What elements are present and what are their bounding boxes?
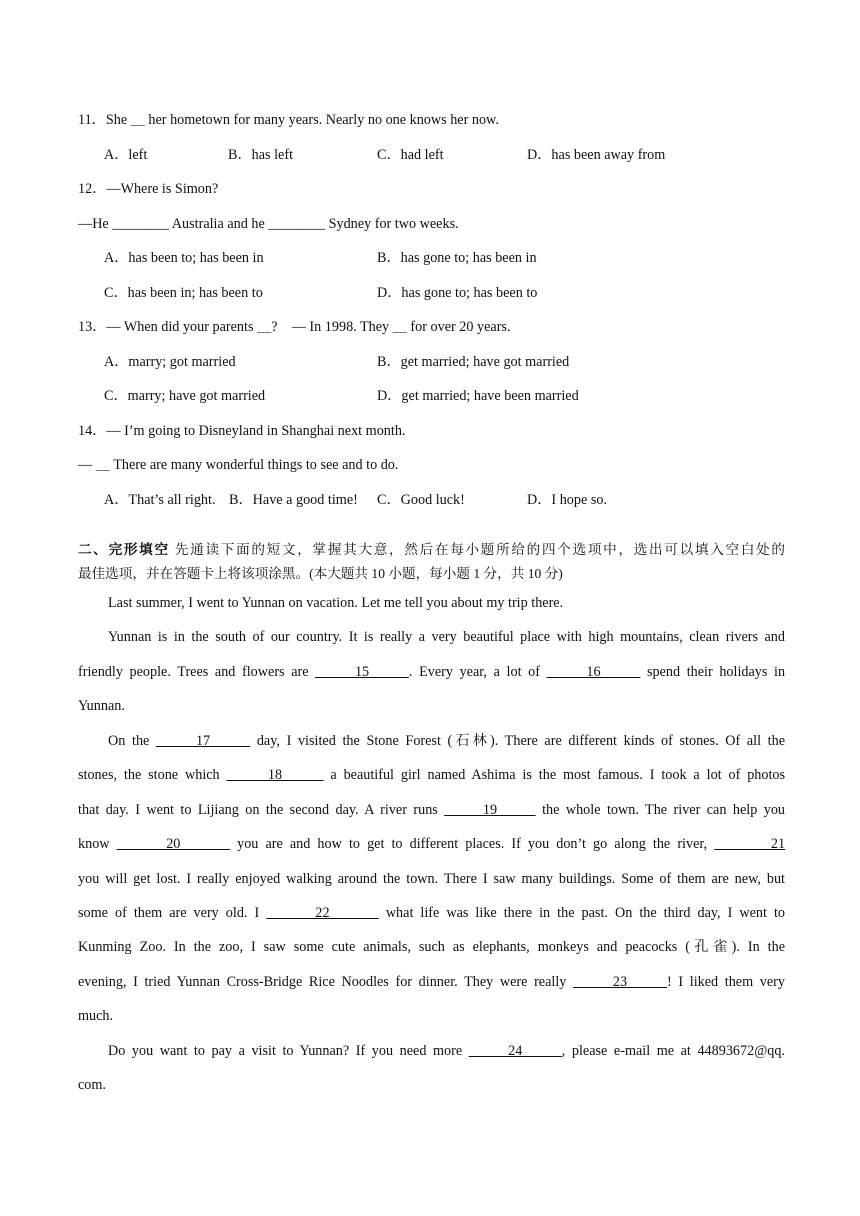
passage-p3-line3 [78,801,785,819]
passage-text: evening, I tried Yunnan Cross-Bridge Rice Noodles for dinner. They were really [78,974,567,990]
passage-p3-line5: you will get lost. I really enjoyed walking around the town. There I saw many buildings. Some of them are new, but [78,871,785,887]
passage-text: friendly people. Trees and flowers are [78,664,309,680]
q12-option-b[interactable]: B．has gone to; has been in [377,250,537,266]
blank-23[interactable]: 23 [573,974,668,990]
q12-option-d[interactable]: D．has gone to; has been to [377,285,538,301]
blank-18[interactable]: 18 [226,767,324,783]
question-12-stem: 12．—Where is Simon? [78,181,219,197]
passage-p2-line3: Yunnan. [78,698,125,714]
passage-p3-line9: much. [78,1008,114,1024]
blank-24[interactable]: 24 [468,1043,562,1059]
question-14-stem-2: — ＿ There are many wonderful things to see and to do. [78,457,399,473]
passage-p3-line4 [78,835,785,853]
passage-p3-line8 [78,973,785,991]
passage-text: you are and how to get to different places. If you don’t go along the river, [237,836,708,852]
passage-text: Do you want to pay a visit to Yunnan? If you need more [108,1043,463,1059]
passage-text: what life was like there in the past. On the third day, I went to [385,905,786,921]
question-11-stem: 11．She ＿ her hometown for many years. Nearly no one knows her now. [78,112,499,128]
question-14-stem: 14．— I’m going to Disneyland in Shanghai next month. [78,423,406,439]
blank-21[interactable]: 21 [714,836,786,852]
q14-option-b[interactable]: B．Have a good time! [229,492,358,508]
blank-22[interactable]: 22 [266,905,379,921]
blank-17[interactable]: 17 [156,733,251,749]
passage-p2-line1: Yunnan is in the south of our country. It is really a very beautiful place with high mountains, clean rivers and [108,629,785,645]
blank-20[interactable]: 20 [116,836,230,852]
passage-text: . Every year, a lot of [408,664,540,680]
passage-text: day, I visited the Stone Forest (石林). There are different kinds of stones. Of all the [256,733,786,749]
section-2-instructions [78,541,785,559]
blank-15[interactable]: 15 [315,664,409,680]
passage-text: ! I liked them very [667,974,786,990]
passage-p2-line2 [78,663,785,681]
passage-p4-line2: com. [78,1077,106,1093]
question-13-stem: 13．— When did your parents ＿? — In 1998. They ＿ for over 20 years. [78,319,511,335]
q13-option-c[interactable]: C．marry; have got married [104,388,266,404]
q11-option-d[interactable]: D．has been away from [527,147,666,163]
passage-text: the whole town. The river can help you [542,802,786,818]
passage-p3-line6 [78,904,785,922]
passage-text: spend their holidays in [646,664,786,680]
passage-text: some of them are very old. I [78,905,260,921]
blank-16[interactable]: 16 [546,664,641,680]
q13-option-b[interactable]: B．get married; have got married [377,354,570,370]
section-2-instruction-2: 最佳选项，并在答题卡上将该项涂黑。(本大题共 10 小题，每小题 1 分，共 10 分) [78,566,563,581]
q12-option-c[interactable]: C．has been in; has been to [104,285,263,301]
question-12-stem-2: —He ________ Australia and he ________ Sydney for two weeks. [78,216,459,232]
section-2-heading: 二、完形填空 [78,542,170,557]
q12-option-a[interactable]: A．has been to; has been in [104,250,264,266]
q13-option-a[interactable]: A．marry; got married [104,354,236,370]
q14-option-c[interactable]: C．Good luck! [377,492,465,508]
q14-option-d[interactable]: D．I hope so. [527,492,607,508]
passage-text: a beautiful girl named Ashima is the most famous. I took a lot of photos [330,767,786,783]
q13-option-d[interactable]: D．get married; have been married [377,388,579,404]
q11-option-b[interactable]: B．has left [228,147,294,163]
passage-p4-line1 [108,1042,785,1060]
blank-19[interactable]: 19 [444,802,536,818]
passage-text: know [78,836,110,852]
section-2-instruction-1: 先通读下面的短文，掌握其大意，然后在每小题所给的四个选项中，选出可以填入空白处的 [174,542,786,557]
passage-text: , please e-mail me at 44893672@qq. [561,1043,785,1059]
q14-option-a[interactable]: A．That’s all right. [104,492,216,508]
passage-p1: Last summer, I went to Yunnan on vacation. Let me tell you about my trip there. [108,595,564,611]
q11-option-a[interactable]: A．left [104,147,148,163]
passage-text: that day. I went to Lijiang on the second day. A river runs [78,802,438,818]
passage-text: stones, the stone which [78,767,220,783]
passage-p3-line2 [78,766,785,784]
q11-option-c[interactable]: C．had left [377,147,444,163]
passage-text: On the [108,733,150,749]
passage-p3-line1 [108,732,785,750]
passage-p3-line7: Kunming Zoo. In the zoo, I saw some cute animals, such as elephants, monkeys and peacocks (孔雀). In the [78,939,785,955]
